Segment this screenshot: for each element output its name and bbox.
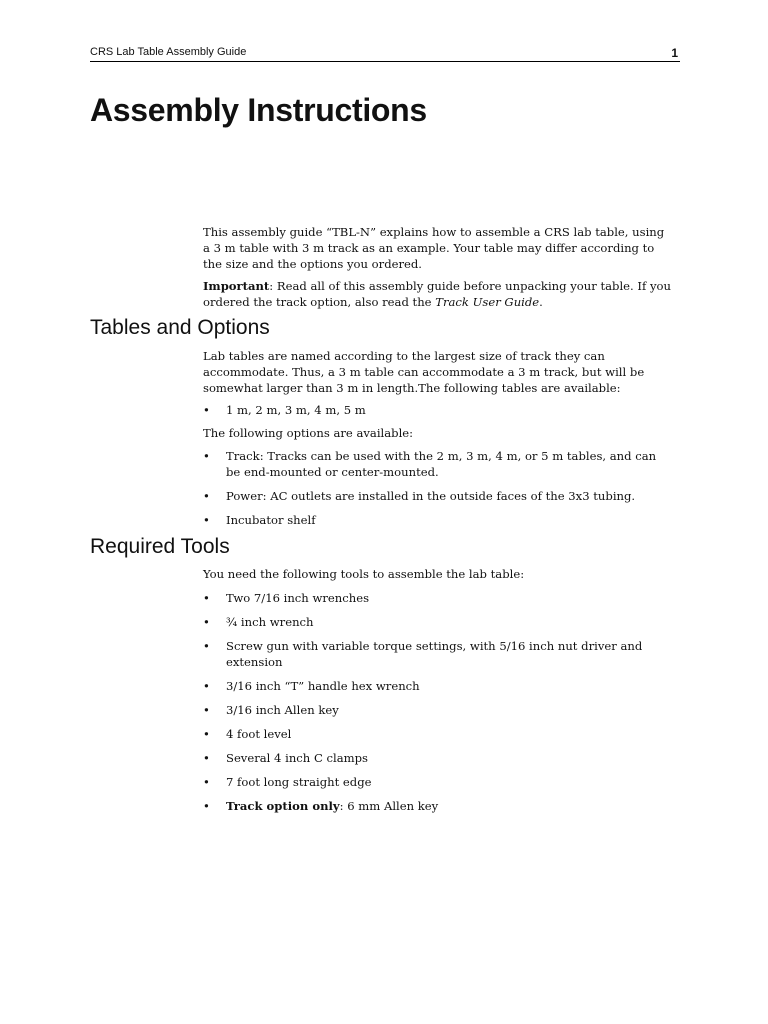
list-item: • Incubator shelf: [203, 512, 673, 528]
list-item: • Several 4 inch C clamps: [203, 750, 673, 766]
list-item: • ¾ inch wrench: [203, 614, 673, 630]
options-intro: The following options are available:: [203, 426, 414, 440]
tables-paragraph: Lab tables are named according to the largest size of track they can accommodate. Thus, a 3 m table can accommodate a 3 m track, but will be somewhat larger than 3 m in length.The following tables are available:: [203, 349, 645, 395]
options-list: [203, 448, 673, 528]
list-item: • 7 foot long straight edge: [203, 774, 673, 790]
table-sizes-list: [203, 402, 673, 418]
list-item: • 1 m, 2 m, 3 m, 4 m, 5 m: [203, 402, 673, 418]
tools-list: [203, 590, 673, 814]
list-item: • Power: AC outlets are installed in the outside faces of the 3x3 tubing.: [203, 488, 673, 504]
list-item: • Two 7/16 inch wrenches: [203, 590, 673, 606]
important-note: [203, 278, 673, 310]
list-item: • 3/16 inch “T” handle hex wrench: [203, 678, 673, 694]
list-item: • Screw gun with variable torque settings, with 5/16 inch nut driver and extension: [203, 638, 673, 670]
intro-section: [203, 224, 673, 310]
tables-options-heading: Tables and Options: [90, 316, 270, 339]
list-item-track-option: [203, 798, 673, 814]
tools-intro: You need the following tools to assemble the lab table:: [203, 567, 525, 581]
header-title: CRS Lab Table Assembly Guide: [90, 46, 247, 58]
important-text: : Read all of this assembly guide before unpacking your table. If you ordered the track option, also read the: [203, 279, 671, 309]
list-item: • 3/16 inch Allen key: [203, 702, 673, 718]
important-label: Important: [203, 279, 270, 293]
track-user-guide-ref: Track User Guide: [435, 295, 540, 309]
list-item: • 4 foot level: [203, 726, 673, 742]
page-header: [90, 45, 680, 62]
required-tools-heading: Required Tools: [90, 535, 230, 558]
list-item: • Track: Tracks can be used with the 2 m, 3 m, 4 m, or 5 m tables, and can be end-mounted or center-mounted.: [203, 448, 673, 480]
track-option-label: Track option only: [226, 799, 340, 813]
intro-paragraph: This assembly guide “TBL-N” explains how to assemble a CRS lab table, using a 3 m table with 3 m track as an example. Your table may differ according to the size and the options you ordered.: [203, 225, 665, 271]
tables-options-section: [203, 348, 673, 528]
page-title: Assembly Instructions: [90, 92, 427, 128]
required-tools-section: [203, 566, 673, 814]
track-option-text: : 6 mm Allen key: [339, 799, 439, 813]
important-end: .: [539, 295, 543, 309]
page-number: 1: [671, 46, 678, 60]
